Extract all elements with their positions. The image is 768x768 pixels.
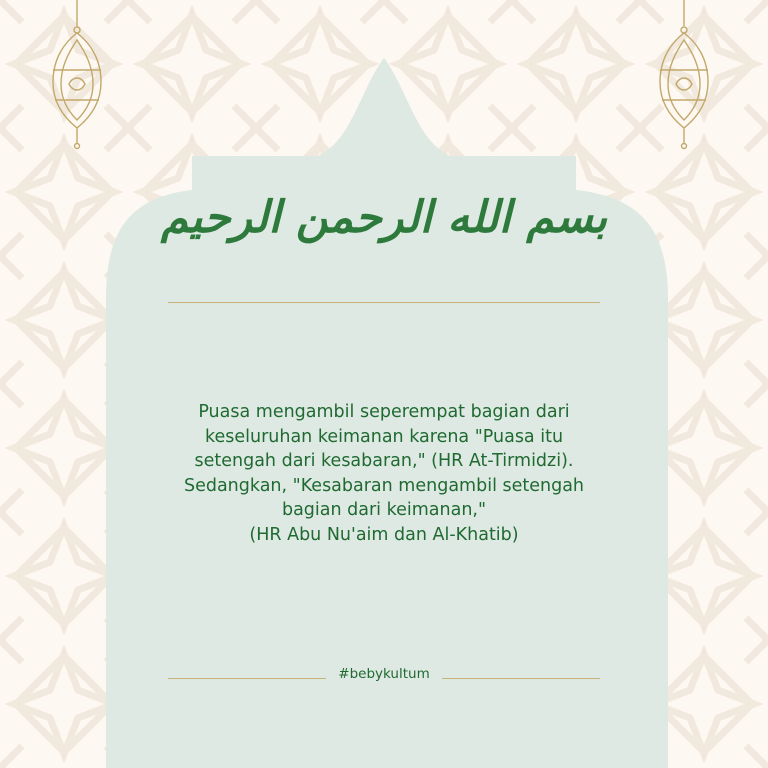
quote-line: bagian dari keimanan," — [281, 500, 487, 520]
quote-line: Puasa mengambil seperempat bagian dari — [198, 402, 570, 422]
quote-text — [170, 400, 598, 547]
bottom-divider-right — [442, 678, 600, 679]
top-divider — [168, 302, 600, 303]
quote-line: setengah dari kesabaran," (HR At-Tirmidzi). — [194, 451, 574, 471]
hanging-lantern-right-icon — [654, 0, 714, 150]
bismillah-text: بسم الله الرحمن الرحيم — [160, 192, 608, 243]
quote-line: Sedangkan, "Kesabaran mengambil setengah — [183, 475, 585, 496]
quote-line: keseluruhan keimanan karena "Puasa itu — [204, 426, 564, 447]
hanging-lantern-left-icon — [47, 0, 107, 150]
hashtag: #bebykultum — [338, 666, 430, 682]
bismillah-calligraphy — [160, 180, 608, 252]
quote-line: (HR Abu Nu'aim dan Al-Khatib) — [249, 524, 519, 545]
bottom-divider-left — [168, 678, 326, 679]
